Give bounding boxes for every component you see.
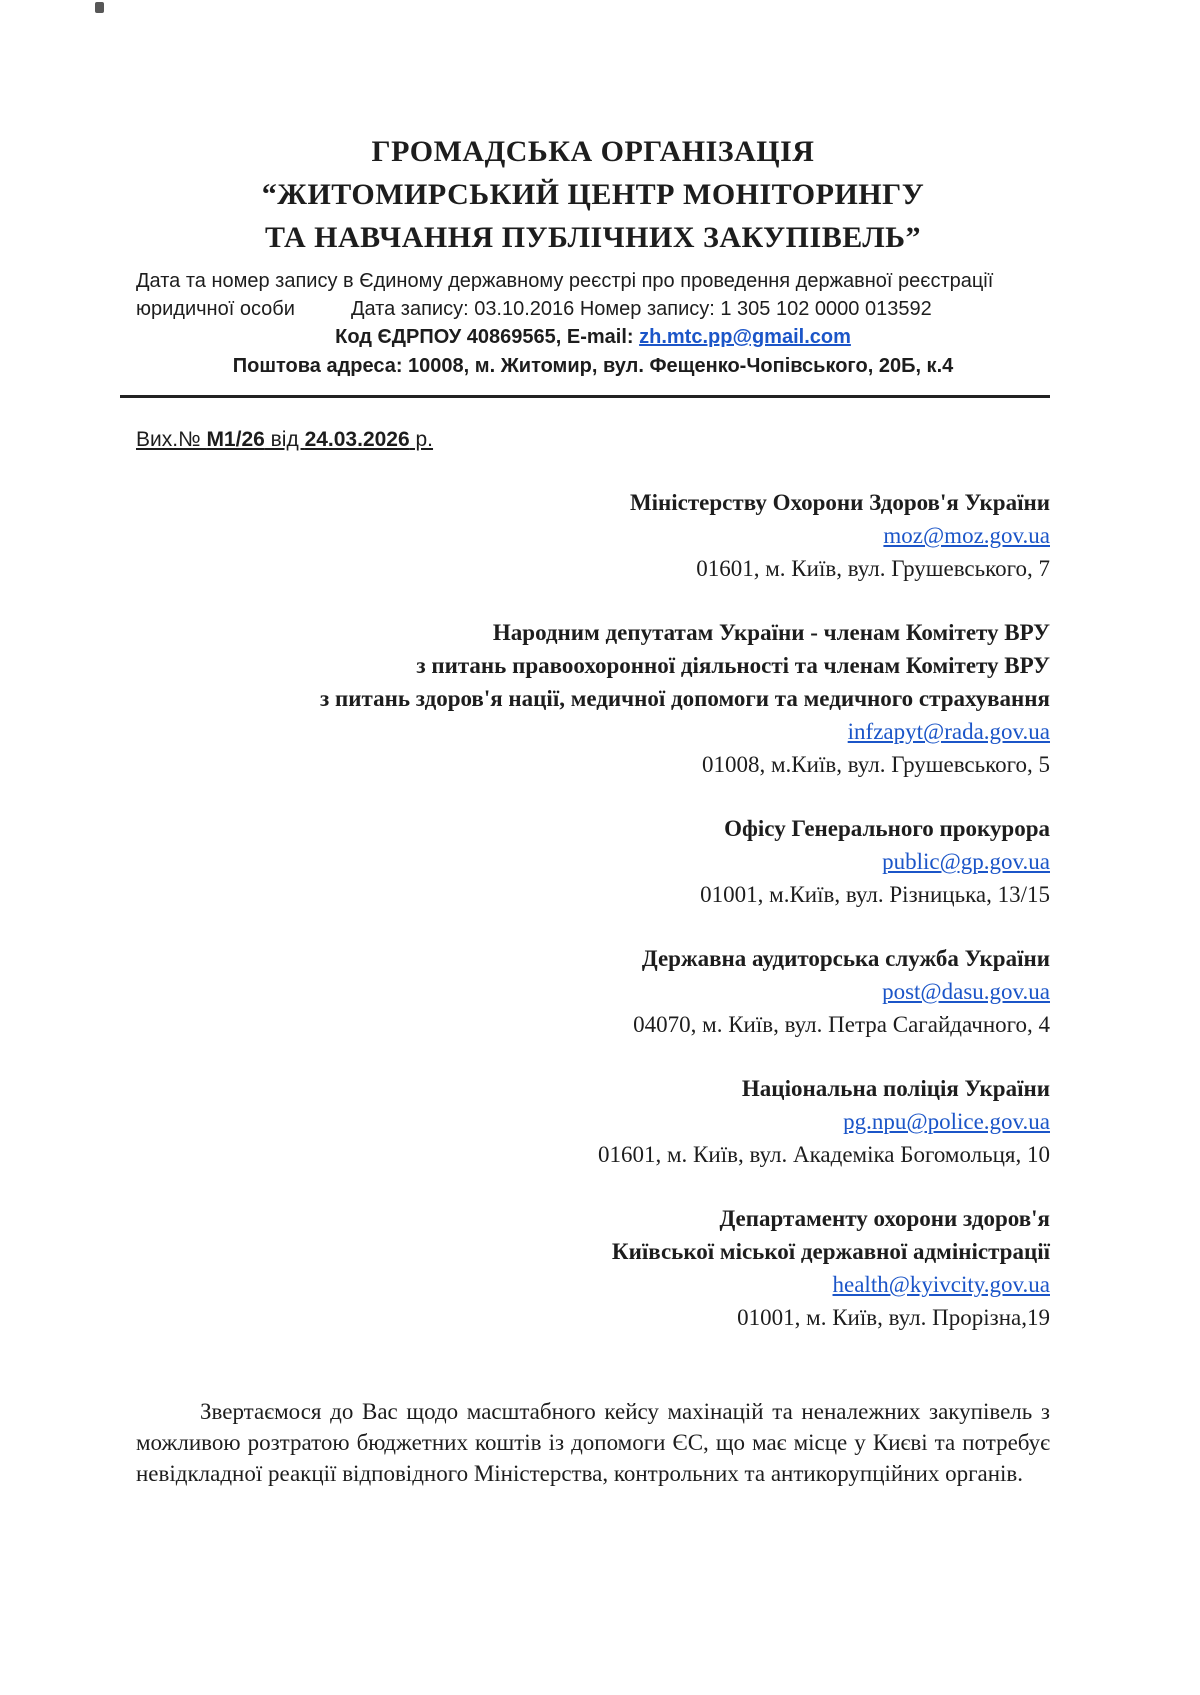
recipient-email-link[interactable]: infzapyt@rada.gov.ua [847,719,1050,744]
recipient-block-deputies [136,616,1050,781]
registry-label: юридичної особи [136,298,295,320]
postal-address: Поштова адреса: 10008, м. Житомир, вул. Фещенко-Чопівського, 20Б, к.4 [232,355,954,377]
recipients-list [136,486,1050,1334]
recipient-block-police [136,1072,1050,1171]
outgoing-ref-text [136,428,433,451]
letter-body-paragraph: Звертаємося до Вас щодо масштабного кейсу махінацій та неналежних закупівель з можливою розтратою бюджетних коштів із допомоги ЄС, що має місце у Києві та потребує невідкладної реакції відповідного Міністерства, контрольних та антикорупційних органів. [136,1399,1050,1486]
ref-date: 24.03.2026 [304,428,410,451]
scan-artifact [95,2,104,13]
recipient-name: з питань правоохоронної діяльності та членам Комітету ВРУ [416,653,1050,678]
recipient-address: 01001, м. Київ, вул. Прорізна,19 [737,1305,1050,1330]
org-name-line1: “ЖИТОМИРСЬКИЙ ЦЕНТР МОНІТОРИНГУ [261,178,925,211]
recipient-email-link[interactable]: pg.npu@police.gov.ua [843,1109,1050,1134]
recipient-block-prosecutor [136,812,1050,911]
recipient-email-link[interactable]: moz@moz.gov.ua [883,523,1050,548]
ref-number: М1/26 [206,428,265,451]
recipient-address: 01601, м. Київ, вул. Академіка Богомольця, 10 [597,1142,1050,1167]
ref-suffix: р. [409,428,434,451]
registry-value: Дата запису: 03.10.2016 Номер запису: 1 305 102 0000 013592 [350,298,932,320]
org-name-line2: ТА НАВЧАННЯ ПУБЛІЧНИХ ЗАКУПІВЕЛЬ” [264,221,922,254]
org-email-link[interactable]: zh.mtc.pp@gmail.com [639,326,851,348]
recipient-name: Національна поліція України [741,1076,1050,1101]
outgoing-ref [136,428,1050,452]
recipient-name: Міністерству Охорони Здоров'я України [629,490,1050,515]
letterhead [136,130,1050,381]
recipient-email-row [136,1268,1050,1301]
recipient-email-row [136,715,1050,748]
recipient-email-row [136,845,1050,878]
recipient-name: з питань здоров'я нації, медичної допомоги та медичного страхування [320,686,1050,711]
recipient-block-moz [136,486,1050,585]
ref-infix: від [264,428,305,451]
registry-line1: Дата та номер запису в Єдиному державному реєстрі про проведення державної реєстрації [136,270,994,292]
recipient-name: Державна аудиторська служба України [641,946,1050,971]
recipient-block-kyiv-health [136,1202,1050,1334]
recipient-name: Департаменту охорони здоров'я [719,1206,1050,1231]
recipient-email-row [136,1105,1050,1138]
registry-line2 [136,295,1050,323]
recipient-name: Народним депутатам України - членам Комітету ВРУ [492,620,1050,645]
recipient-email-row [136,975,1050,1008]
recipient-email-link[interactable]: public@gp.gov.ua [882,849,1050,874]
edrpou-prefix: Код ЄДРПОУ 40869565, E-mail: [335,326,640,348]
recipient-email-row [136,519,1050,552]
recipient-block-audit [136,942,1050,1041]
recipient-address: 04070, м. Київ, вул. Петра Сагайдачного, 4 [633,1012,1050,1037]
org-type: ГРОМАДСЬКА ОРГАНІЗАЦІЯ [371,135,815,168]
recipient-email-link[interactable]: health@kyivcity.gov.ua [832,1272,1050,1297]
recipient-address: 01601, м. Київ, вул. Грушевського, 7 [696,556,1050,581]
divider-line [120,395,1050,398]
recipient-email-link[interactable]: post@dasu.gov.ua [882,979,1050,1004]
ref-prefix: Вих.№ [136,428,207,451]
recipient-address: 01008, м.Київ, вул. Грушевського, 5 [702,752,1050,777]
recipient-name: Офісу Генерального прокурора [724,816,1050,841]
recipient-name: Київської міської державної адміністрації [611,1239,1050,1264]
recipient-address: 01001, м.Київ, вул. Різницька, 13/15 [700,882,1050,907]
edrpou-line [136,323,1050,352]
registry-info [136,267,1050,323]
